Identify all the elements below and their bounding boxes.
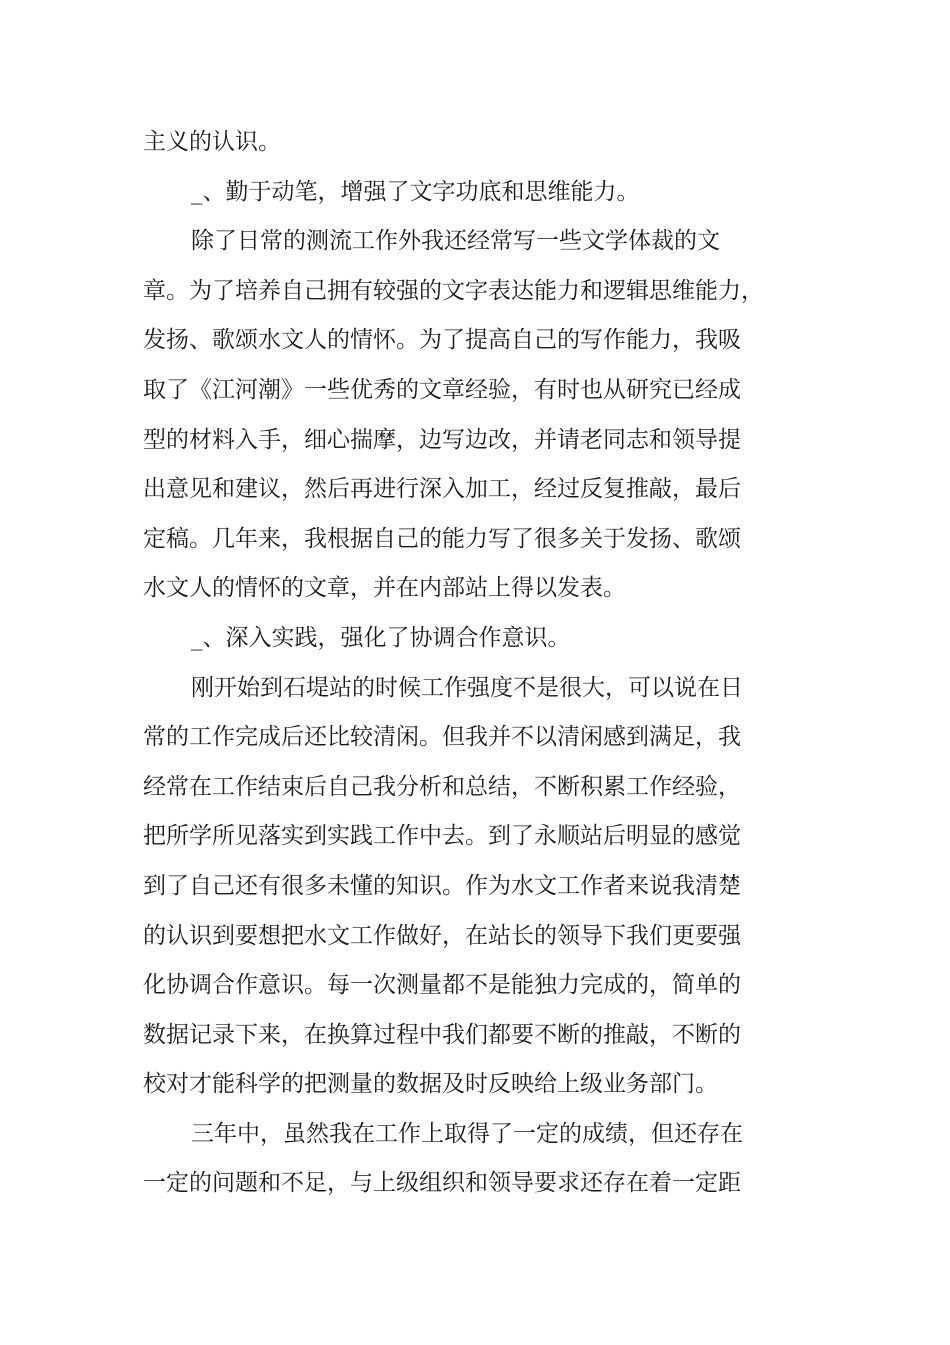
section-heading: _、深入实践，强化了协调合作意识。 bbox=[191, 624, 571, 651]
text-line: 取了《江河潮》一些优秀的文章经验，有时也从研究已经成 bbox=[143, 376, 741, 403]
text-line: 化协调合作意识。每一次测量都不是能独力完成的，简单的 bbox=[143, 972, 741, 999]
text-line: 经常在工作结束后自己我分析和总结，不断积累工作经验， bbox=[143, 773, 741, 800]
text-line: 一定的问题和不足，与上级组织和领导要求还存在着一定距 bbox=[143, 1170, 741, 1197]
section-heading: _、勤于动笔，增强了文字功底和思维能力。 bbox=[191, 178, 640, 205]
text-line: 的认识到要想把水文工作做好，在站长的领导下我们更要强 bbox=[143, 922, 741, 949]
text-line: 水文人的情怀的文章，并在内部站上得以发表。 bbox=[143, 575, 626, 602]
text-line: 校对才能科学的把测量的数据及时反映给上级业务部门。 bbox=[143, 1071, 718, 1098]
text-line: 除了日常的测流工作外我还经常写一些文学体裁的文 bbox=[191, 228, 720, 255]
text-line: 章。为了培养自己拥有较强的文字表达能力和逻辑思维能力， bbox=[143, 277, 764, 304]
document-body bbox=[143, 118, 764, 1209]
text-line: 型的材料入手，细心揣摩，边写边改，并请老同志和领导提 bbox=[143, 426, 741, 453]
text-line: 到了自己还有很多未懂的知识。作为水文工作者来说我清楚 bbox=[143, 872, 741, 899]
text-line: 常的工作完成后还比较清闲。但我并不以清闲感到满足，我 bbox=[143, 724, 741, 751]
text-line: 数据记录下来，在换算过程中我们都要不断的推敲，不断的 bbox=[143, 1021, 741, 1048]
text-line: 主义的认识。 bbox=[143, 129, 281, 155]
text-line: 刚开始到石堤站的时候工作强度不是很大，可以说在日 bbox=[191, 674, 743, 701]
text-line: 发扬、歌颂水文人的情怀。为了提高自己的写作能力，我吸 bbox=[143, 327, 741, 354]
text-line: 把所学所见落实到实践工作中去。到了永顺站后明显的感觉 bbox=[143, 823, 741, 850]
text-line: 三年中，虽然我在工作上取得了一定的成绩，但还存在 bbox=[191, 1120, 743, 1147]
text-line: 定稿。几年来，我根据自己的能力写了很多关于发扬、歌颂 bbox=[143, 525, 741, 552]
text-line: 出意见和建议，然后再进行深入加工，经过反复推敲，最后 bbox=[143, 476, 741, 503]
